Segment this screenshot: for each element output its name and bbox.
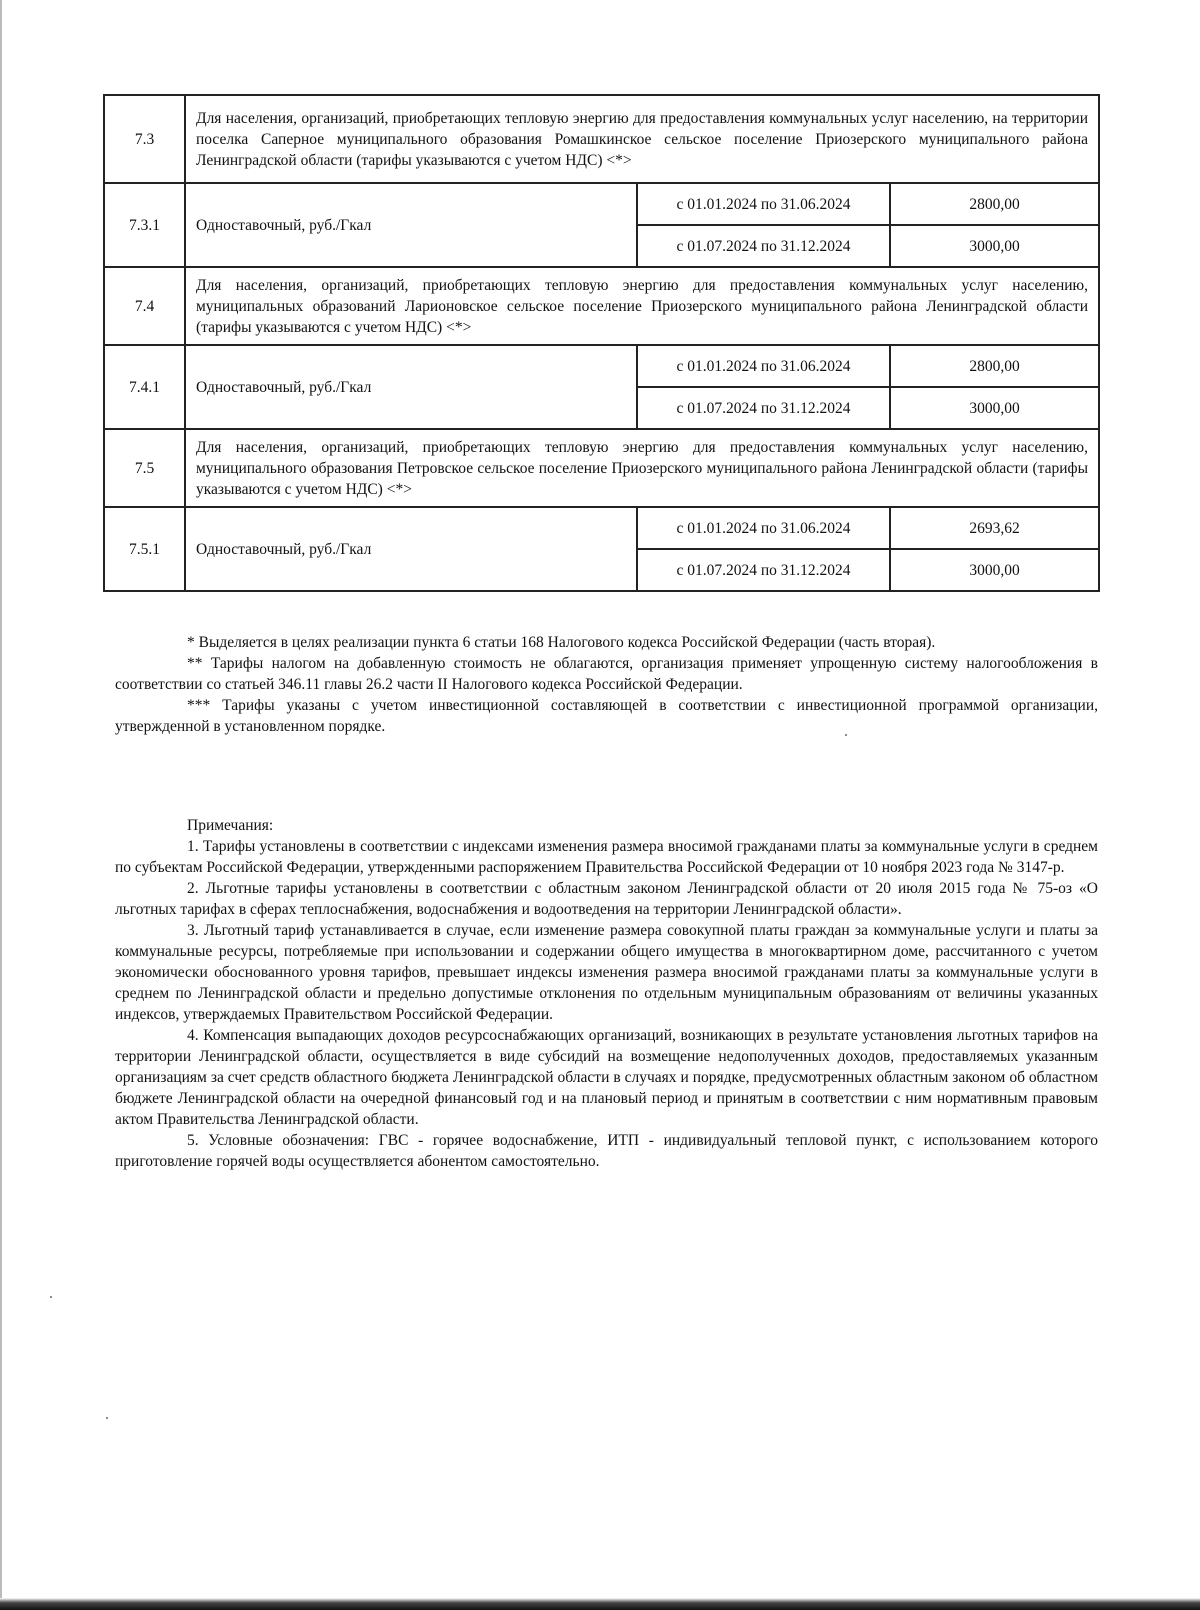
section-number: 7.3 [104,95,185,183]
footnote: ** Тарифы налогом на добавленную стоимость не облагаются, организация применяет упрощенную систему налогообложения в соответствии со статьей 346.11 главы 26.2 части II Налогового кодекса Российской Федерации. [115,655,1098,693]
table-row-tariff [104,183,1099,225]
footnotes [115,632,1098,737]
tariff-value: 2800,00 [890,345,1099,387]
table-row-section [104,429,1099,507]
scan-speck [106,1417,108,1419]
tariff-period: с 01.01.2024 по 31.06.2024 [637,507,890,549]
scan-bottom-edge [0,1598,1200,1610]
subsection-number: 7.5.1 [104,507,185,591]
tariff-value: 3000,00 [890,549,1099,591]
tariff-table [103,94,1100,592]
section-description: Для населения, организаций, приобретающих тепловую энергию для предоставления коммунальных услуг населению, муниципальных образований Ларионовское сельское поселение Приозерского муниципального района Ленинградской области (тарифы указываются с учетом НДС) <*> [185,267,1099,345]
table-row-section [104,95,1099,183]
tariff-period: с 01.07.2024 по 31.12.2024 [637,387,890,429]
footnote: * Выделяется в целях реализации пункта 6 статьи 168 Налогового кодекса Российской Федерации (часть вторая). [187,634,936,651]
footnote: *** Тарифы указаны с учетом инвестиционной составляющей в соответствии с инвестиционной программой организации, утвержденной в установленном порядке. [115,697,1098,735]
tariff-value: 2800,00 [890,183,1099,225]
scan-speck [50,1296,52,1298]
tariff-value: 2693,62 [890,507,1099,549]
section-description: Для населения, организаций, приобретающих тепловую энергию для предоставления коммунальных услуг населению, муниципального образования Петровское сельское поселение Приозерского муниципального района Ленинградской области (тарифы указываются с учетом НДС) <*> [185,429,1099,507]
note-item: 2. Льготные тарифы установлены в соответствии с областным законом Ленинградской области от 20 июля 2015 года № 75-оз «О льготных тарифах в сферах теплоснабжения, водоснабжения и водоотведения на территории Ленинградской области». [115,880,1098,918]
note-item: 5. Условные обозначения: ГВС - горячее водоснабжение, ИТП - индивидуальный тепловой пункт, с использованием которого приготовление горячей воды осуществляется абонентом самостоятельно. [115,1132,1098,1170]
tariff-value: 3000,00 [890,225,1099,267]
scan-speck [845,734,847,736]
subsection-number: 7.3.1 [104,183,185,267]
table-row-tariff [104,507,1099,549]
tariff-type-label: Одноставочный, руб./Гкал [185,183,637,267]
tariff-type-label: Одноставочный, руб./Гкал [185,507,637,591]
table-row-tariff [104,345,1099,387]
section-number: 7.5 [104,429,185,507]
notes-section [115,815,1098,1172]
tariff-type-label: Одноставочный, руб./Гкал [185,345,637,429]
note-item: 4. Компенсация выпадающих доходов ресурсоснабжающих организаций, возникающих в результате установления льготных тарифов на территории Ленинградской области, осуществляется в виде субсидий на возмещение недополученных доходов, предоставляемых указанным организациям за счет средств областного бюджета Ленинградской области в случаях и порядке, предусмотренных областным законом об областном бюджете Ленинградской области на очередной финансовый год и на плановый период и принятым в соответствии с ним нормативным правовым актом Правительства Ленинградской области. [115,1027,1098,1128]
table-row-section [104,267,1099,345]
scan-edge [0,0,2,1610]
tariff-period: с 01.01.2024 по 31.06.2024 [637,345,890,387]
note-item: 1. Тарифы установлены в соответствии с индексами изменения размера вносимой гражданами платы за коммунальные услуги в среднем по субъектам Российской Федерации, утвержденными распоряжением Правительства Российской Федерации от 10 ноября 2023 года № 3147-р. [115,838,1098,876]
tariff-period: с 01.07.2024 по 31.12.2024 [637,225,890,267]
section-number: 7.4 [104,267,185,345]
subsection-number: 7.4.1 [104,345,185,429]
section-description: Для населения, организаций, приобретающих тепловую энергию для предоставления коммунальных услуг населению, на территории поселка Саперное муниципального образования Ромашкинское сельское поселение Приозерского муниципального района Ленинградской области (тарифы указываются с учетом НДС) <*> [185,95,1099,183]
tariff-value: 3000,00 [890,387,1099,429]
note-item: 3. Льготный тариф устанавливается в случае, если изменение размера совокупной платы граждан за коммунальные услуги и платы за коммунальные ресурсы, потребляемые при использовании и содержании общего имущества в многоквартирном доме, рассчитанного с учетом экономически обоснованного уровня тарифов, превышает индексы изменения размера вносимой гражданами платы за коммунальные услуги в среднем по Ленинградской области и предельно допустимые отклонения по отдельным муниципальным образованиям от величины указанных индексов, утверждаемых Правительством Российской Федерации. [115,922,1098,1023]
tariff-period: с 01.01.2024 по 31.06.2024 [637,183,890,225]
tariff-period: с 01.07.2024 по 31.12.2024 [637,549,890,591]
notes-title: Примечания: [187,817,274,834]
